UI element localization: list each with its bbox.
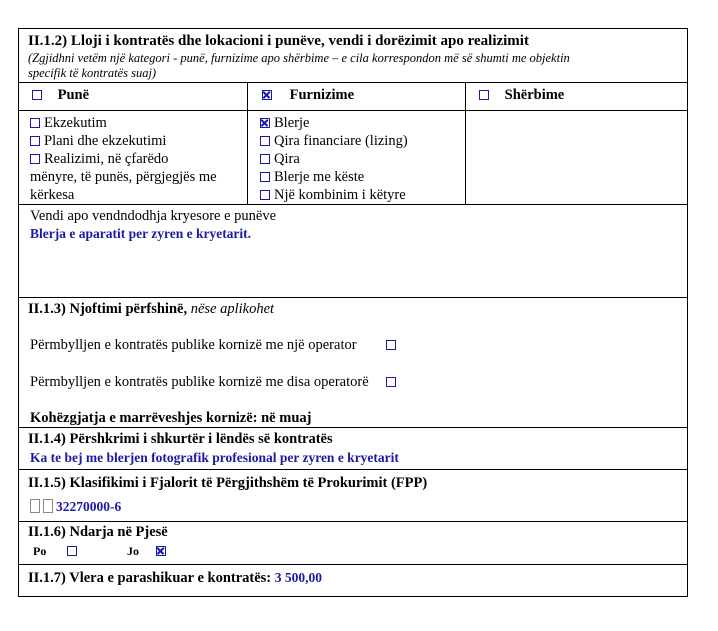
duration-label: Kohëzgjatja e marrëveshjes kornizë: në muaj xyxy=(30,410,312,426)
option-jo: Jo xyxy=(127,543,170,560)
list-item: Ekzekutim xyxy=(30,115,107,132)
divider xyxy=(19,427,687,428)
code-box xyxy=(43,499,53,513)
checkbox[interactable] xyxy=(30,136,40,146)
section-title: II.1.4) Përshkrimi i shkurtër i lëndës së kontratës xyxy=(28,431,333,447)
code-box xyxy=(30,499,40,513)
contract-value: 3 500,00 xyxy=(274,570,323,585)
single-operator-checkbox[interactable] xyxy=(386,340,396,350)
divider xyxy=(19,110,687,111)
list-item: Qira xyxy=(260,151,300,168)
checkbox[interactable] xyxy=(260,154,270,164)
location-value: Blerja e aparatit per zyren e kryetarit. xyxy=(30,226,252,241)
divider xyxy=(19,564,687,565)
section-title: II.1.3) Njoftimi përfshinë, nëse aplikohet xyxy=(28,301,275,317)
furnizime-checkbox[interactable] xyxy=(262,90,272,100)
header-furnizime: Furnizime xyxy=(262,87,354,104)
sherbime-checkbox[interactable] xyxy=(479,90,489,100)
list-item: Një kombinim i këtyre xyxy=(260,187,406,204)
divider xyxy=(247,82,248,204)
section-title: II.1.6) Ndarja në Pjesë xyxy=(28,524,168,540)
divider xyxy=(19,204,687,205)
list-item: Blerje me këste xyxy=(260,169,364,186)
list-item: Plani dhe ekzekutimi xyxy=(30,133,166,150)
option-single-operator: Përmbylljen e kontratës publike kornizë me një operator xyxy=(30,337,400,354)
header-pune: Punë xyxy=(32,87,89,104)
contract-form xyxy=(18,28,688,597)
list-item: Realizimi, në çfarëdo xyxy=(30,151,168,168)
divider xyxy=(19,469,687,470)
description-value: Ka te bej me blerjen fotografik profesional per zyren e kryetarit xyxy=(30,450,399,465)
checkbox[interactable] xyxy=(260,190,270,200)
section-title: II.1.5) Klasifikimi i Fjalorit të Përgjithshëm të Prokurimit (FPP) xyxy=(28,475,428,491)
multiple-operators-checkbox[interactable] xyxy=(386,377,396,387)
header-sherbime: Shërbime xyxy=(479,87,564,104)
section-title: II.1.7) Vlera e parashikuar e kontratës: 3 500,00 xyxy=(28,570,323,586)
divider xyxy=(19,521,687,522)
option-po: Po xyxy=(33,543,81,560)
list-item: Blerje xyxy=(260,115,309,132)
checkbox[interactable] xyxy=(260,136,270,146)
list-item-wrap: kërkesa xyxy=(30,187,75,203)
section-note: (Zgjidhni vetëm një kategori - punë, furnizime apo shërbime – e cila korrespondon më së shumti me objektin xyxy=(28,51,570,65)
checkbox[interactable] xyxy=(30,118,40,128)
section-note: specifik të kontratës suaj) xyxy=(28,66,157,80)
cpv-code: 32270000-6 xyxy=(30,498,121,516)
divider xyxy=(465,82,466,204)
divider xyxy=(19,82,687,83)
section-title: II.1.2) Lloji i kontratës dhe lokacioni i punëve, vendi i dorëzimit apo realizimit xyxy=(28,33,529,49)
pune-checkbox[interactable] xyxy=(32,90,42,100)
location-label: Vendi apo vendndodhja kryesore e punëve xyxy=(30,208,277,224)
list-item-wrap: mënyre, të punës, përgjegjës me xyxy=(30,169,217,185)
option-multiple-operators: Përmbylljen e kontratës publike kornizë me disa operatorë xyxy=(30,374,400,391)
checkbox[interactable] xyxy=(260,172,270,182)
checkbox[interactable] xyxy=(30,154,40,164)
divider xyxy=(19,297,687,298)
checkbox[interactable] xyxy=(260,118,270,128)
list-item: Qira financiare (lizing) xyxy=(260,133,408,150)
po-checkbox[interactable] xyxy=(67,546,77,556)
jo-checkbox[interactable] xyxy=(156,546,166,556)
